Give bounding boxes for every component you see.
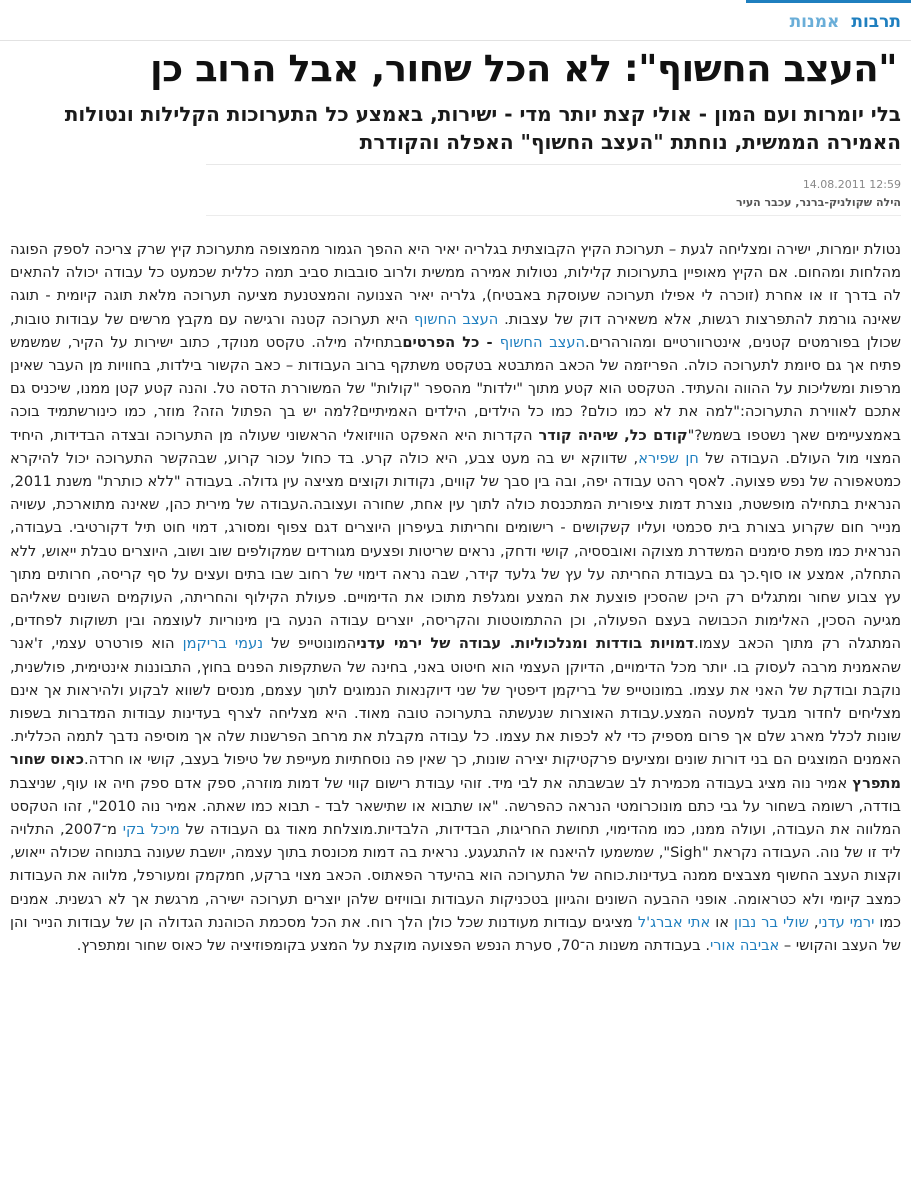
divider — [206, 164, 901, 165]
artist-link-yarmi-adani[interactable]: ירמי עדני — [818, 913, 875, 931]
author-byline: הילה שקולניק-ברנר, עכבר העיר — [735, 196, 901, 209]
image-caption: דמויות בודדות ומנלכוליות. עבודה של ירמי עדני — [356, 635, 695, 653]
section-subheading: כאוס שחור מתפרץ — [10, 751, 901, 792]
top-bar — [0, 0, 911, 41]
artist-link-michal-baki[interactable]: מיכל בקי — [122, 821, 180, 839]
section-subheading: קודם כל, שיהיה קודר — [538, 426, 688, 444]
artist-link-naomi-brikman[interactable]: נעמי בריקמן — [182, 635, 264, 653]
text-segment: המונוטייפ של — [263, 635, 357, 653]
details-bold-label: - כל הפרטים — [402, 333, 500, 351]
exhibition-details-link[interactable]: העצב החשוף — [499, 333, 585, 351]
breadcrumb — [790, 12, 901, 32]
text-segment: או — [710, 913, 734, 931]
text-segment: הקדרות היא האפקט הוויזואלי הראשוני שעולה מן התערוכה ובצדה הבדידות, היחיד המצוי מול העולם. העבודה של — [10, 426, 901, 467]
text-segment: אמיר נוה מציג בעבודה מכמירת לב שבשבתה את לבי מיד. זוהי עבודת רישום קווי של דמות מוזרה, ספק אדם ספק חיה או עוף, שניצבת בודדה, רשומה בשחור על גבי כתם מונוכרומטי הנראה כהפרשה. "או שתבוא או שתישאר לבד - תבוא כמו שאתה. אמיר נוה 2010", זהו הטקסט המלווה את העבודה, ועולה ממנו, כמו מהדימוי, תחושת החריגות, הבדידות, הלבדיות.מוצלחת מאוד גם העבודה של — [10, 774, 901, 839]
text-segment: נטולת יומרות, ישירה ומצליחה לגעת – תערוכת הקיץ הקבוצתית בגלריה יאיר היא ההפך הגמור מהמצופה מתערוכת קיץ שרק צריכה לספק הפוגה מהלחות ומהחום. אם הקיץ מאופיין בתערוכות קלילות, נטולות אמירה ממשית ולרוב סובבות סביב תמה כללית שכמעט כל עבודה יכולה להתאים לה בדרך זו או אחרת (זוכרה לי אפילו תערוכה שעוסקת באבטיח), גלריה יאיר הצנועה והמצטנעת מציעה תערוכה מלאת תוגה קיומית - תוגה שאינה גורמת להתפרצות רגשות, אלא משאירה דוק של עצבות. — [10, 241, 901, 328]
artist-link-shuli-bar-navon[interactable]: שולי בר נבון — [734, 913, 809, 931]
artist-link-aviva-uri[interactable]: אביבה אורי — [709, 937, 780, 955]
article-body — [10, 238, 901, 957]
divider — [206, 215, 901, 216]
breadcrumb-section-link[interactable]: תרבות — [851, 12, 901, 32]
text-segment: מ־2007, התלויה ליד זו של נוה. העבודה נקראת "Sigh", שמשמעו להיאנח או להתגעגע. נראית בה דמות מכונסת בתוך עצמה, יושבת שעונה בתנוחה שכולה ייאוש, וקצות העצב החשוף מצבצים ממנה בעדינות.כוחה של התערוכה הוא בהיעדר הפאתוס. הכאב מצוי ברקע, חמקמק ומעורפל, מלווה את העבודות כמצב קיומי ולא כטראומה. אופני ההבעה השונים והגיוון בטכניקות העבודות ובוויזים שלהן יוצרים תערוכה ישירה, מרגשת אך לא רגשנית. אמנים כמו — [10, 821, 902, 931]
article-meta — [736, 176, 901, 212]
publish-date: 14.08.2011 12:59 — [802, 178, 901, 191]
text-segment: . בעבודתה משנות ה־70, סערת הנפש הפצועה מוקצת על המצע בקומפוזיציה של כאוס שחור ומתפרץ. — [76, 937, 710, 955]
breadcrumb-subsection-link[interactable]: אמנות — [789, 12, 840, 32]
text-segment: בתחילה מילה. טקסט מנוקד, כתוב ישירות על הקיר, שמשמש פתיח אך גם סיומת לתערוכה כולה. הפריזמה של הכאב המתבטא בטקסט משתקף ברוב העבודות – כאב הקשור בילדות, בחוויות מן העבר שאינן מרפות ומשליכות על ההווה והעתיד. הטקסט הוא קטע מתוך "ילדות" מהספר "קולות" של המשוררת הדסה טל. והנה קטע קטן ממנו, שיכניס גם אתכם לאווירת התערוכה:"למה את לא כמו כולם? כמו כל הילדים, הילדים האמיתיים?למה יש בך הפתול הזה? מוזר, כמו כינורשתמיד בוכה באמצעיימים שאך נשטפו בשמש?" — [10, 333, 901, 444]
artist-link-iti-abergel[interactable]: אתי אברג'ל — [637, 913, 711, 931]
article-headline: "העצב החשוף": לא הכל שחור, אבל הרוב כן — [150, 47, 897, 90]
text-segment: , שדווקא יש בה מעט צבע, היא כולה קרע. בד כחול עכור קרוע, שבהקשר התערוכה יכול להיקרא כמטאפורה של נפש פצועה. לאסף רהט עבודה יפה, ובה בין סבך של קווים, נקודות וקוצים מציצה עין גדולה. בעבודה "ללא כותרת" משנת 2011, הנראית בתחילה מופשטת, נוצרת דמות ציפורית המתכנסת כולה לתוך עין אחת, שחורה ועצובה.העבודה של מירית כהן, שאינה מתוארכת, עשויה מנייר חום שקרוע בצורת בית סכמטי ועליו קשקושים - רישומים וחריתות בעיפרון היוצרים דגם צפוף ומסורג, דמוי חוט תיל דקורטיבי. בעבודה, הנראית כמו מפת סימנים המשדרת מצוקה ואובססיה, קושי ודחק, נראים שריטות ופצעים מגורדים שמקולפים שוב ושוב, היוצרים טבלת ייאוש, ללא התחלה, אמצע או סוף.כך גם בעבודת החריתה על עץ של גלעד קידר, שבה נראה דימוי של רחוב שבו בתים ועצים על סף קריסה, חרותים מתוך עץ צבוע שחור ומתגלים רק היכן שהסכין פוצעת את המצע ומגלפת מתוכו את הדימויים. פעולת הקילוף והחריתה, העוקמים השונים שאליהם מגיעה הסכין, האלימות הכבושה בעצם הפעולה, וכן ההתמוטטות והקריסה, יוצרים עבודה הנעה בין מינוריות לעוצמה ובין תשוקות לפחדים, המתגלה רק מתוך הכאב עצמו. — [10, 449, 901, 653]
article-subheadline: בלי יומרות ועם המון - אולי קצת יותר מדי - ישירות, באמצע כל התערוכות הקלילות ונטולות האמירה הממשית, נוחתת "העצב החשוף" האפלה והקודרת — [64, 102, 901, 154]
section-accent-bar — [746, 0, 911, 3]
artist-link-hen-shapira[interactable]: חן שפירא — [638, 449, 699, 467]
text-segment: , — [808, 913, 819, 931]
text-segment: מציגים עבודות מעודנות שכל כולן הלך רוח. את הכל מסכמת הכוהנת הגדולה הן של עבודות הנייר והן של העצב והקושי – — [10, 913, 901, 955]
article-text — [10, 238, 901, 957]
text-segment: הוא פורטרט עצמי, ז'אנר שהאמנית מרבה לעסוק בו. יותר מכל הדימויים, הדיוקן העצמי הוא חיטוט באני, בחינה של השתקפות הפנים בחוץ, התבוננות אינטימית, פולשנית, נוקבת ובודקת של האני את עצמו. במונוטייפ של בריקמן דיפטיך של שני דיוקנאות הנמוגים לתוך עצמם, מנסים לשווא לבקוע ולהיראות אך אינם מצליחים לחדור מבעד למעטה המצע.עבודת האוצרות שנעשתה בתערוכה טובה מאוד. היא מצליחה לצרף בעדינות עבודות המדברות בשפות שונות לכלל מארג שלם אך פרום מספיק כדי לא לכפות את עצמו. כל עבודה מקבלת את מרחב הפרשנות שלה אך מוסיפה נדבך לתמה הכללית. האמנים המוצגים הם בני דורות שונים ומציעים פרקטיקות יצירה שונות, כך שאין פה נוסחתיות מעייפת של טיפול בעצב, קושי או חרדה. — [10, 635, 901, 769]
exhibition-link[interactable]: העצב החשוף — [413, 310, 499, 328]
text-segment: היא תערוכה קטנה ורגישה עם מקבץ מרשים של עבודות טובות, שכולן בפורמטים קטנים, אינטרוורטיים ומהורהרים. — [10, 310, 901, 351]
